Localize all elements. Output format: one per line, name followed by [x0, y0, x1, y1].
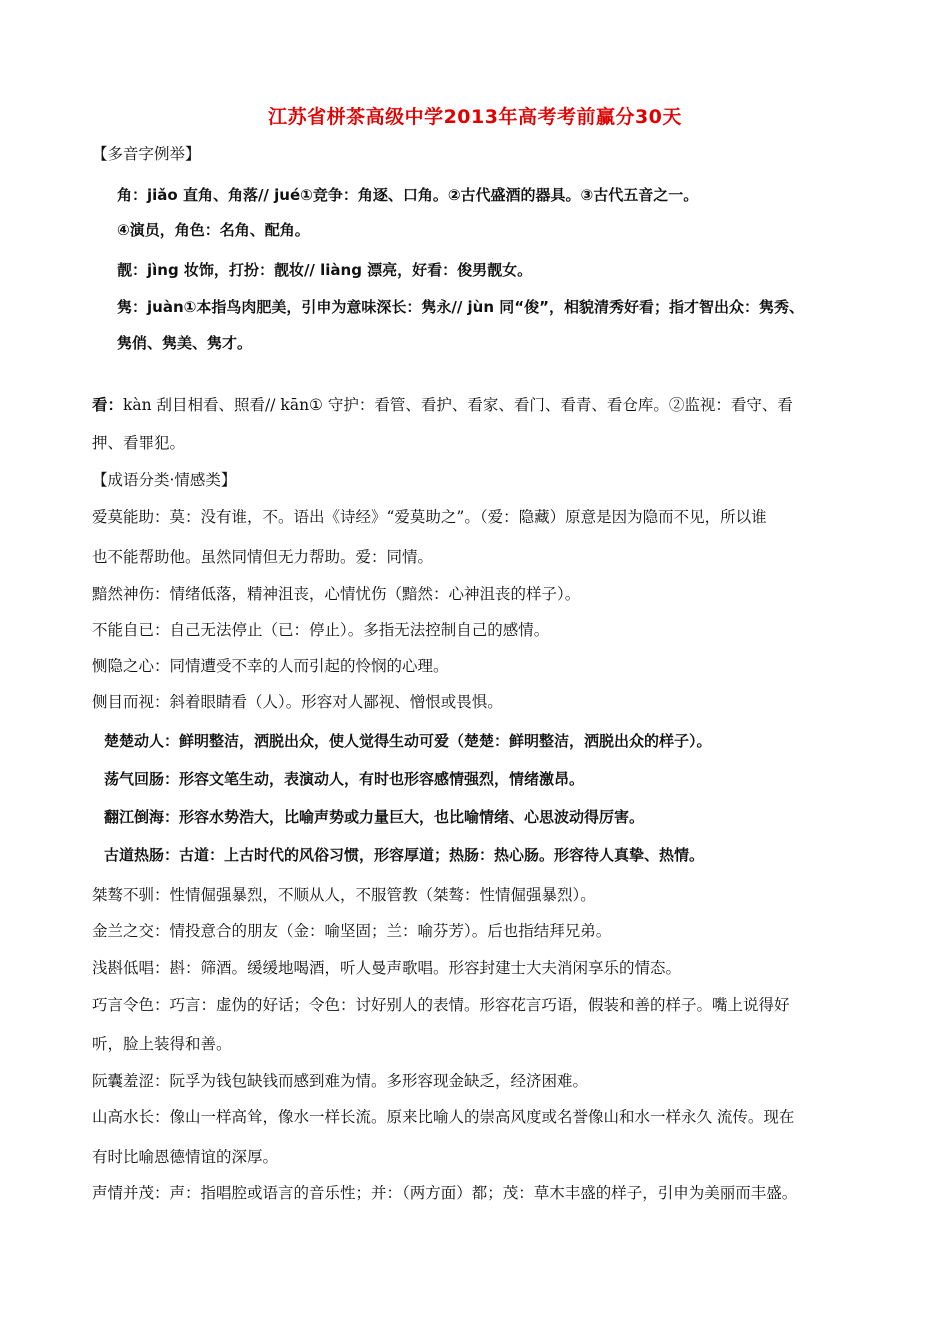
idiom-entry: 阮囊羞涩：阮孚为钱包缺钱而感到难为情。多形容现金缺乏，经济困难。 — [92, 1072, 589, 1090]
idiom-entry: 声情并茂：声：指唱腔或语言的音乐性；并：（两方面）都；茂：草木丰盛的样子，引申为美丽而丰盛。 — [92, 1184, 798, 1202]
polyphone-entry-jiao — [117, 185, 698, 205]
idiom-entry: 爱莫能助：莫：没有谁，不。语出《诗经》“爱莫助之”。（爱：隐藏）原意是因为隐而不见，所以谁 — [92, 508, 767, 526]
polyphone-head: 角： — [117, 186, 148, 204]
polyphone-head: 隽： — [117, 298, 148, 316]
page-title: 江苏省栟茶高级中学2013年高考考前赢分30天 — [268, 106, 682, 128]
idiom-entry-cont: 听，脸上装得和善。 — [92, 1035, 232, 1053]
idiom-entry: 恻隐之心：同情遭受不幸的人而引起的怜悯的心理。 — [92, 657, 449, 675]
idiom-entry: 楚楚动人：鲜明整洁，洒脱出众，使人觉得生动可爱（楚楚：鲜明整洁，洒脱出众的样子）。 — [104, 732, 712, 750]
polyphone-entry-jing — [117, 260, 532, 280]
idiom-entry-cont: 有时比喻恩德情谊的深厚。 — [92, 1148, 279, 1166]
section-header-polyphone: 【多音字例举】 — [92, 145, 201, 163]
idiom-entry: 翻江倒海：形容水势浩大，比喻声势或力量巨大，也比喻情绪、心思波动得厉害。 — [104, 808, 645, 826]
polyphone-text: jìng 妆饰，打扮：靓妆// liàng 漂亮，好看：俊男靓女。 — [147, 261, 533, 279]
polyphone-entry-jiao-cont: ④演员，角色：名角、配角。 — [117, 221, 310, 239]
polyphone-text: kàn 刮目相看、照看// kān① 守护：看管、看护、看家、看门、看青、看仓库。②监视：看守、看 — [123, 396, 793, 414]
idiom-entry: 山高水长：像山一样高耸，像水一样长流。原来比喻人的崇高风度或名誉像山和水一样永久 流传。现在 — [92, 1108, 795, 1126]
polyphone-entry-juan-cont: 隽俏、隽美、隽才。 — [117, 334, 253, 352]
idiom-entry: 黯然神伤：情绪低落，精神沮丧，心情忧伤（黯然：心神沮丧的样子）。 — [92, 585, 581, 603]
polyphone-entry-kan-cont: 押、看罪犯。 — [92, 434, 186, 452]
polyphone-text: jiǎo 直角、角落// jué①竞争：角逐、口角。②古代盛酒的器具。③古代五音之一。 — [147, 186, 699, 204]
polyphone-head: 靓： — [117, 261, 148, 279]
section-header-idioms: 【成语分类·情感类】 — [92, 471, 237, 489]
polyphone-entry-kan — [92, 395, 793, 415]
idiom-entry: 不能自已：自己无法停止（已：停止）。多指无法控制自己的感情。 — [92, 621, 550, 639]
idiom-entry: 桀骜不驯：性情倔强暴烈，不顺从人，不服管教（桀骜：性情倔强暴烈）。 — [92, 886, 596, 904]
idiom-entry: 浅斟低唱：斟：筛酒。缓缓地喝酒，听人曼声歌唱。形容封建士大夫消闲享乐的情态。 — [92, 959, 682, 977]
idiom-entry: 巧言令色：巧言：虚伪的好话；令色：讨好别人的表情。形容花言巧语，假装和善的样子。嘴上说得好 — [92, 996, 790, 1014]
idiom-entry-cont: 也不能帮助他。虽然同情但无力帮助。爱：同情。 — [92, 548, 434, 566]
polyphone-head: 看： — [92, 395, 124, 414]
idiom-entry: 侧目而视：斜着眼睛看（人）。形容对人鄙视、憎恨或畏惧。 — [92, 693, 503, 711]
polyphone-text: juàn①本指鸟肉肥美，引申为意味深长：隽永// jùn 同“俊”，相貌清秀好看；指才智出众：隽秀、 — [147, 298, 804, 316]
polyphone-entry-juan — [117, 297, 804, 317]
idiom-entry: 古道热肠：古道：上古时代的风俗习惯，形容厚道；热肠：热心肠。形容待人真挚、热情。 — [104, 846, 705, 864]
idiom-entry: 金兰之交：情投意合的朋友（金：喻坚固；兰：喻芬芳）。后也指结拜兄弟。 — [92, 922, 612, 940]
idiom-entry: 荡气回肠：形容文笔生动，表演动人，有时也形容感情强烈，情绪激昂。 — [104, 770, 585, 788]
